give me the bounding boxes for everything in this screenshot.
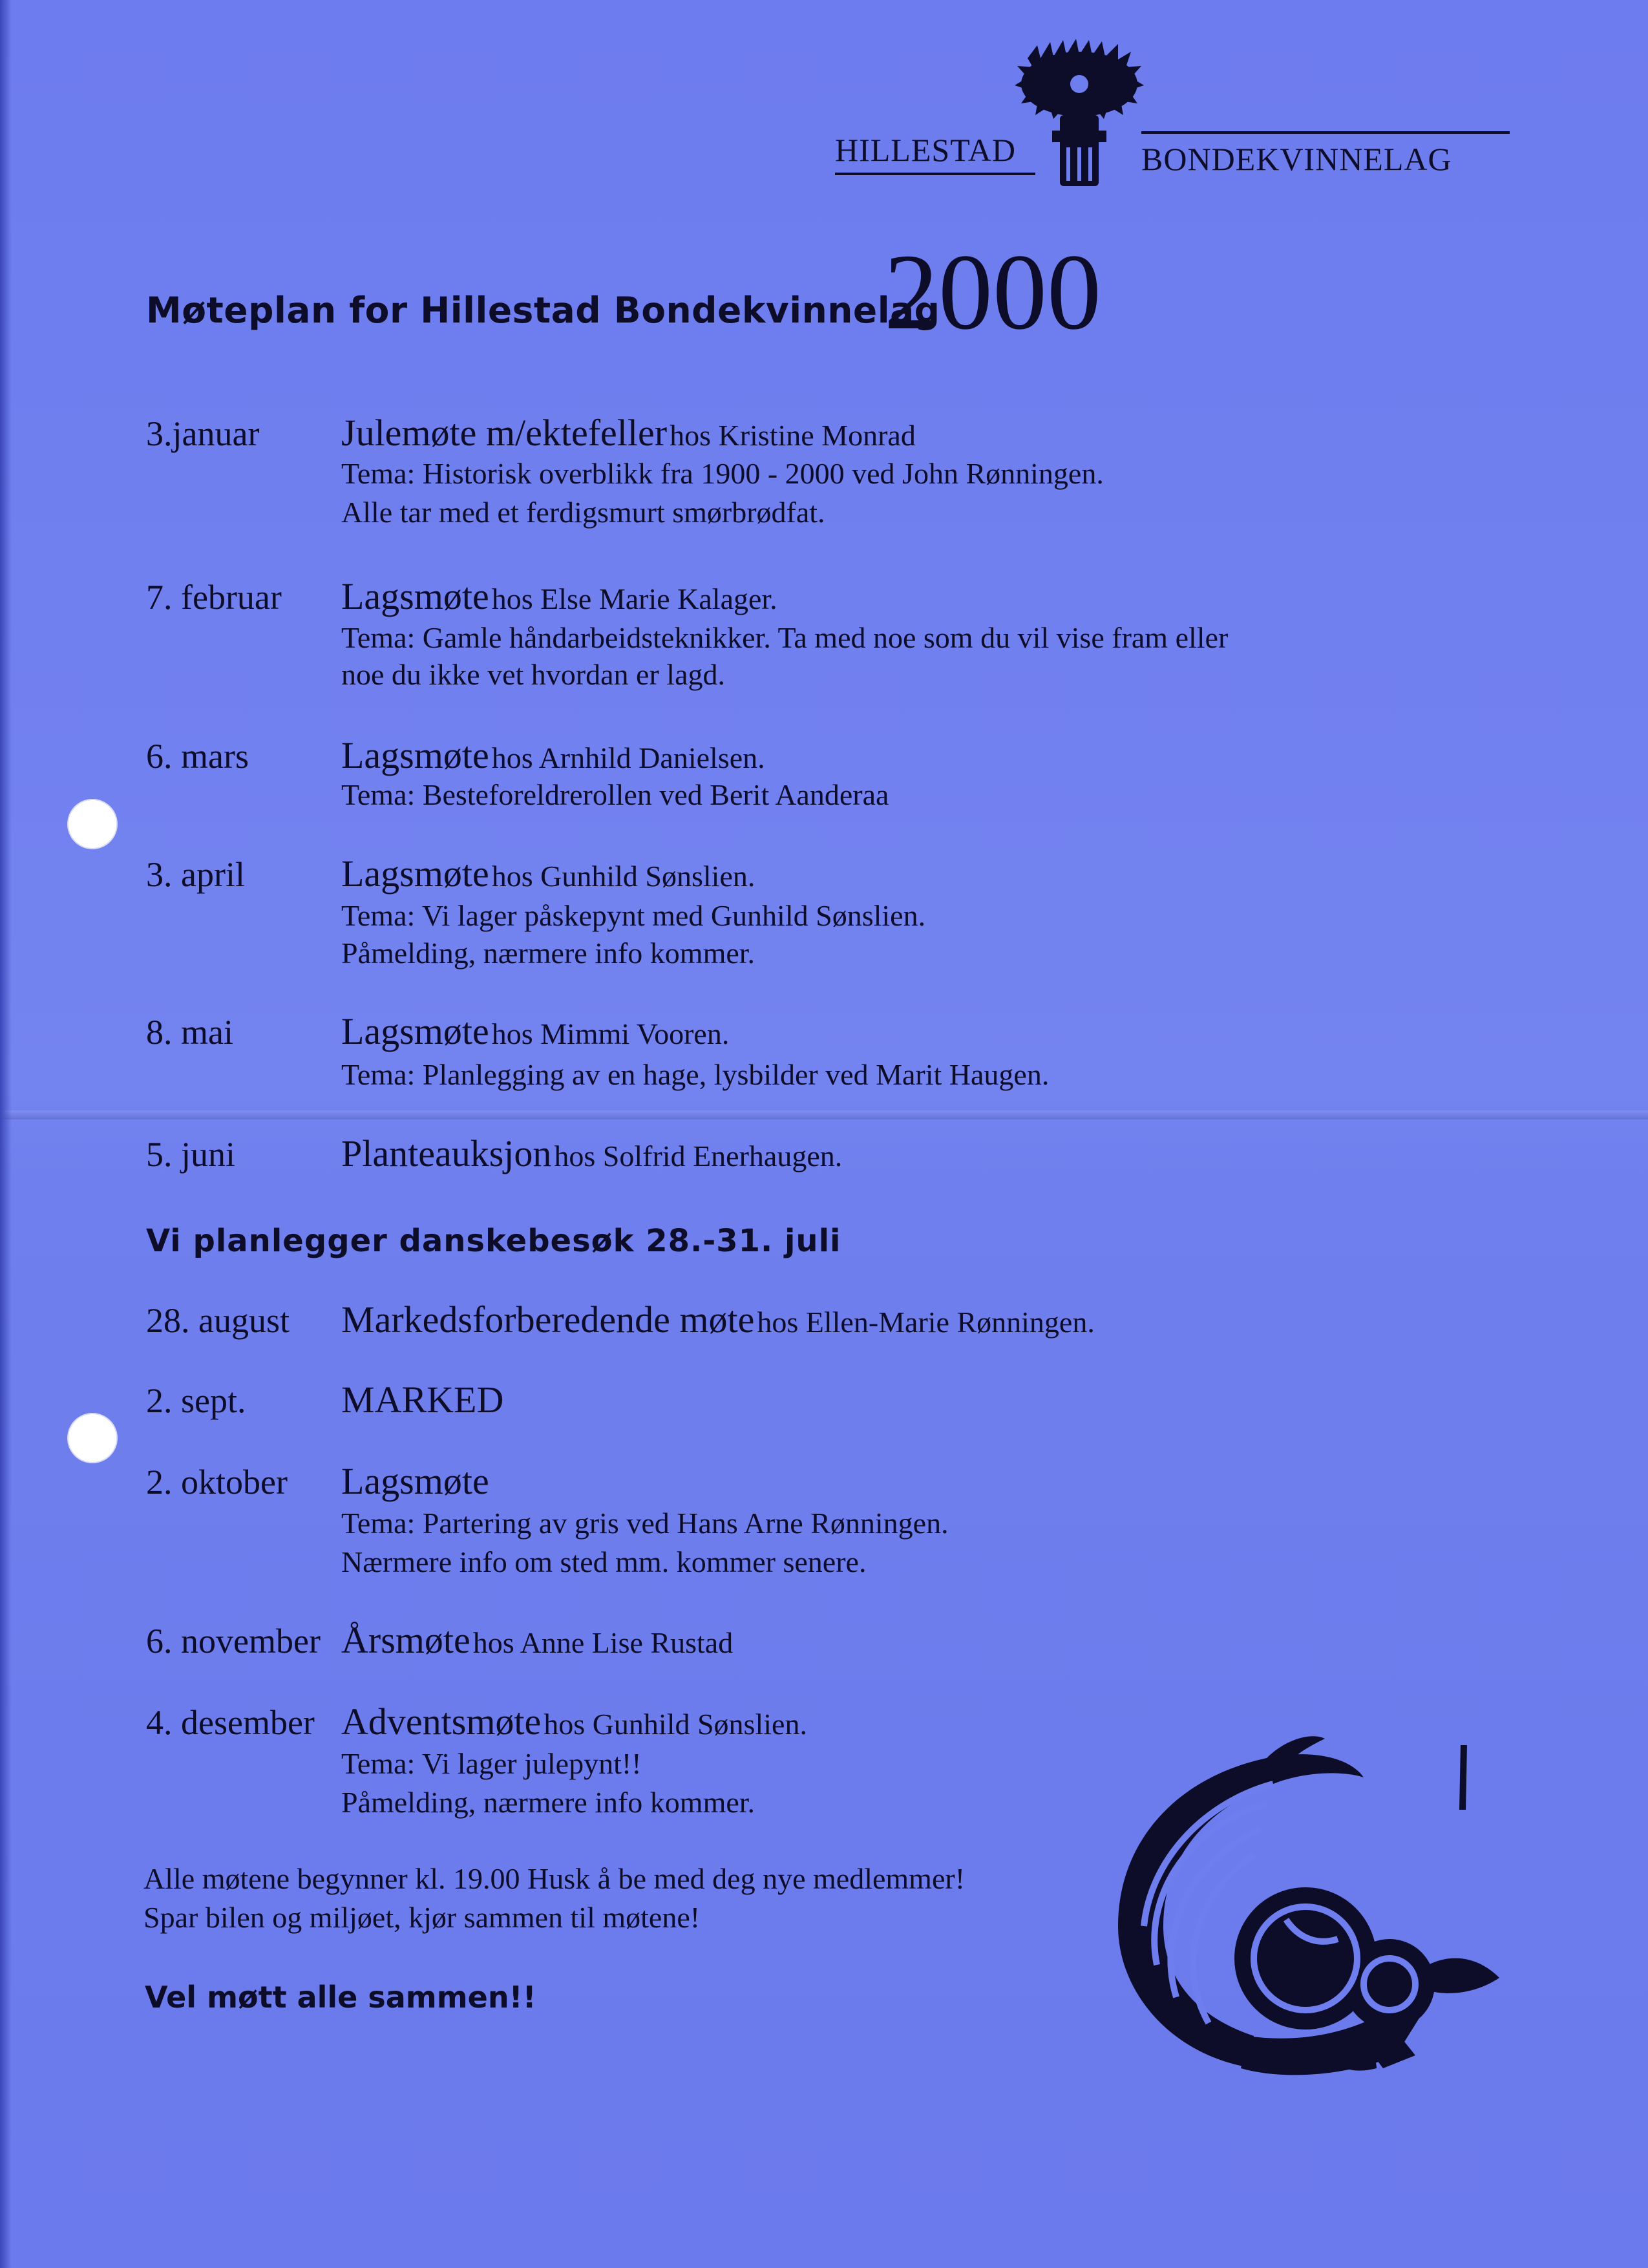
paper-edge (0, 0, 12, 2268)
meeting-place: hos Anne Lise Rustad (472, 1626, 734, 1659)
punch-hole-bottom (67, 1413, 118, 1463)
meeting-title (341, 575, 777, 618)
meeting-event: MARKED (341, 1379, 504, 1421)
meeting-title (341, 1132, 842, 1175)
meeting-detail: Tema: Besteforeldrerollen ved Berit Aanderaa (341, 778, 889, 811)
meeting-event: Lagsmøte (341, 734, 489, 776)
meeting-title (341, 852, 755, 895)
meeting-title (341, 1378, 503, 1421)
meeting-event: Adventsmøte (341, 1701, 542, 1743)
meeting-event: Planteauksjon (341, 1132, 552, 1174)
meeting-detail: Tema: Vi lager påskepynt med Gunhild Sønslien. (341, 899, 926, 932)
closing-line: Spar bilen og miljøet, kjør sammen til møtene! (143, 1901, 701, 1934)
final-greeting: Vel møtt alle sammen!! (145, 1980, 536, 2015)
meeting-event: Lagsmøte (341, 1460, 489, 1502)
logo-left-text: HILLESTAD (835, 131, 1035, 175)
meeting-place: hos Ellen-Marie Rønningen. (757, 1306, 1095, 1339)
meeting-title (341, 1618, 733, 1662)
meeting-event: Julemøte m/ektefeller (341, 412, 668, 454)
meeting-detail: Nærmere info om sted mm. kommer senere. (341, 1545, 867, 1578)
meeting-date: 2. sept. (146, 1381, 246, 1420)
meeting-date: 2. oktober (146, 1463, 288, 1501)
logo-right-text: BONDEKVINNELAG (1141, 131, 1510, 178)
fold-line (0, 1110, 1648, 1119)
meeting-place: hos Mimmi Vooren. (491, 1017, 730, 1050)
meeting-place: hos Kristine Monrad (670, 419, 916, 452)
meeting-place: hos Gunhild Sønslien. (491, 860, 755, 893)
meeting-detail: Tema: Partering av gris ved Hans Arne Rønningen. (341, 1507, 949, 1540)
meeting-date: 4. desember (146, 1703, 315, 1742)
meeting-place: hos Else Marie Kalager. (491, 582, 777, 615)
meeting-date: 8. mai (146, 1013, 233, 1052)
cornucopia-icon (1092, 1732, 1506, 2094)
year-heading: 2000 (884, 232, 1101, 352)
notice-text: Vi planlegger danskebesøk 28.-31. juli (146, 1223, 841, 1259)
meeting-title (341, 411, 916, 454)
meeting-detail: Tema: Gamle håndarbeidsteknikker. Ta med noe som du vil vise fram eller (341, 621, 1229, 654)
meeting-date: 3.januar (146, 414, 260, 453)
organization-logo (827, 39, 1512, 194)
meeting-event: Lagsmøte (341, 575, 489, 617)
closing-line: Alle møtene begynner kl. 19.00 Husk å be med deg nye medlemmer! (143, 1862, 966, 1895)
meeting-detail: Påmelding, nærmere info kommer. (341, 1786, 755, 1819)
meeting-date: 6. mars (146, 737, 249, 776)
meeting-detail: noe du ikke vet hvordan er lagd. (341, 658, 725, 691)
meeting-event: Markedsforberedende møte (341, 1298, 755, 1341)
punch-hole-top (67, 799, 118, 849)
meeting-detail: Tema: Vi lager julepynt!! (341, 1747, 642, 1780)
wheat-sheaf-icon (1015, 39, 1144, 194)
meeting-title (341, 734, 765, 777)
meeting-date: 5. juni (146, 1135, 236, 1174)
meeting-date: 6. november (146, 1622, 321, 1660)
meeting-date: 28. august (146, 1301, 290, 1340)
meeting-detail: Påmelding, nærmere info kommer. (341, 937, 755, 970)
meeting-date: 3. april (146, 855, 245, 894)
meeting-title (341, 1459, 489, 1503)
meeting-event: Årsmøte (341, 1619, 470, 1661)
meeting-date: 7. februar (146, 578, 282, 617)
meeting-place: hos Gunhild Sønslien. (544, 1708, 807, 1741)
meeting-title (341, 1700, 807, 1743)
meeting-event: Lagsmøte (341, 853, 489, 895)
meeting-detail: Tema: Planlegging av en hage, lysbilder ved Marit Haugen. (341, 1058, 1050, 1091)
meeting-place: hos Arnhild Danielsen. (491, 741, 765, 774)
meeting-title (341, 1298, 1095, 1341)
meeting-title (341, 1010, 729, 1053)
meeting-detail: Alle tar med et ferdigsmurt smørbrødfat. (341, 496, 825, 529)
meeting-event: Lagsmøte (341, 1010, 489, 1052)
meeting-place: hos Solfrid Enerhaugen. (554, 1139, 843, 1172)
meeting-detail: Tema: Historisk overblikk fra 1900 - 2000 ved John Rønningen. (341, 457, 1104, 490)
page-title: Møteplan for Hillestad Bondekvinnelag (146, 290, 940, 331)
